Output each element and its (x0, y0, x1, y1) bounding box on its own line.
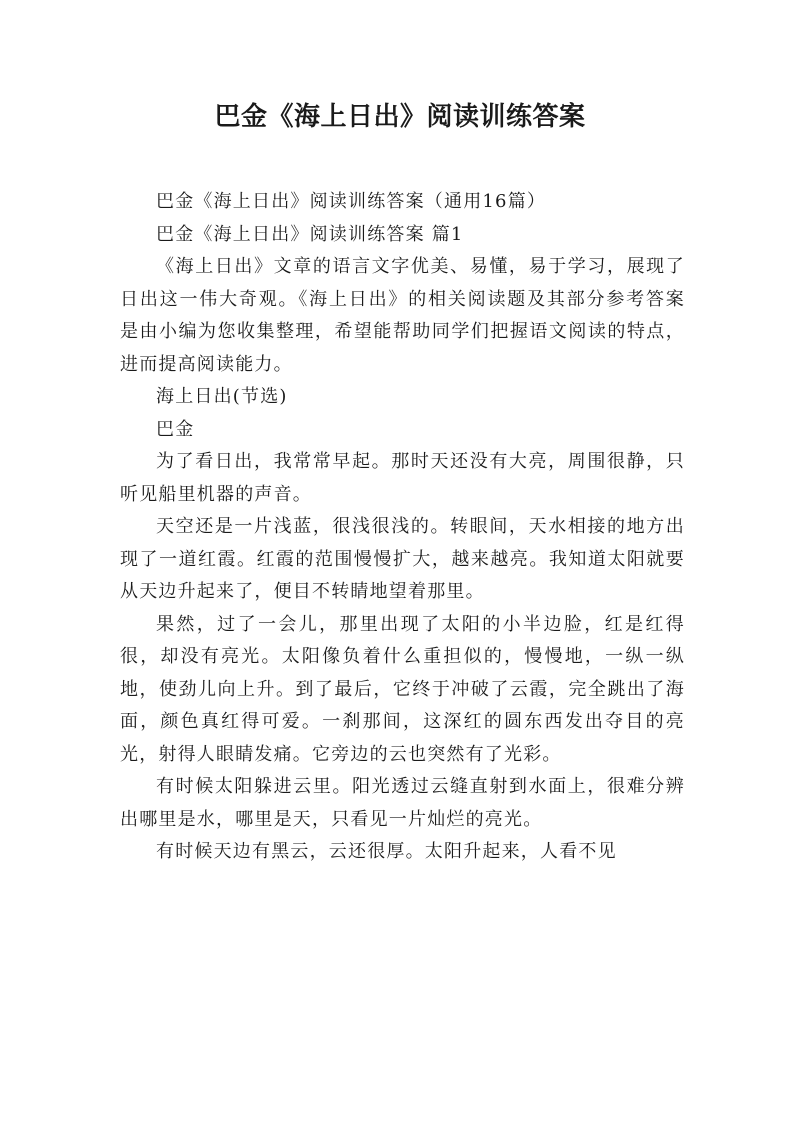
body-paragraph: 果然，过了一会儿，那里出现了太阳的小半边脸，红是红得很，却没有亮光。太阳像负着什么重担似的，慢慢地，一纵一纵地，使劲儿向上升。到了最后，它终于冲破了云霞，完全跳出了海面，颜色真红得可爱。一刹那间，这深红的圆东西发出夺目的亮光，射得人眼睛发痛。它旁边的云也突然有了光彩。 (120, 613, 685, 765)
body-paragraph: 有时候天边有黑云，云还很厚。太阳升起来，人看不见 (156, 841, 617, 862)
excerpt-title: 海上日出(节选) (156, 386, 288, 407)
excerpt-author: 巴金 (156, 418, 195, 440)
document-body (120, 186, 685, 869)
section-heading: 巴金《海上日出》阅读训练答案 篇1 (156, 223, 464, 245)
body-paragraph: 为了看日出，我常常早起。那时天还没有大亮，周围很静，只听见船里机器的声音。 (120, 451, 685, 505)
body-paragraph: 天空还是一片浅蓝，很浅很浅的。转眼间，天水相接的地方出现了一道红霞。红霞的范围慢慢扩大，越来越亮。我知道太阳就要从天边升起来了，便目不转睛地望着那里。 (120, 516, 685, 602)
document-title: 巴金《海上日出》阅读训练答案 (214, 102, 586, 132)
body-paragraph: 有时候太阳躲进云里。阳光透过云缝直射到水面上，很难分辨出哪里是水，哪里是天，只看见一片灿烂的亮光。 (120, 776, 685, 830)
subtitle-paragraph: 巴金《海上日出》阅读训练答案（通用16篇） (156, 191, 547, 212)
intro-paragraph: 《海上日出》文章的语言文字优美、易懂，易于学习，展现了日出这一伟大奇观。《海上日出》的相关阅读题及其部分参考答案是由小编为您收集整理，希望能帮助同学们把握语文阅读的特点，进而提高阅读能力。 (120, 256, 685, 375)
